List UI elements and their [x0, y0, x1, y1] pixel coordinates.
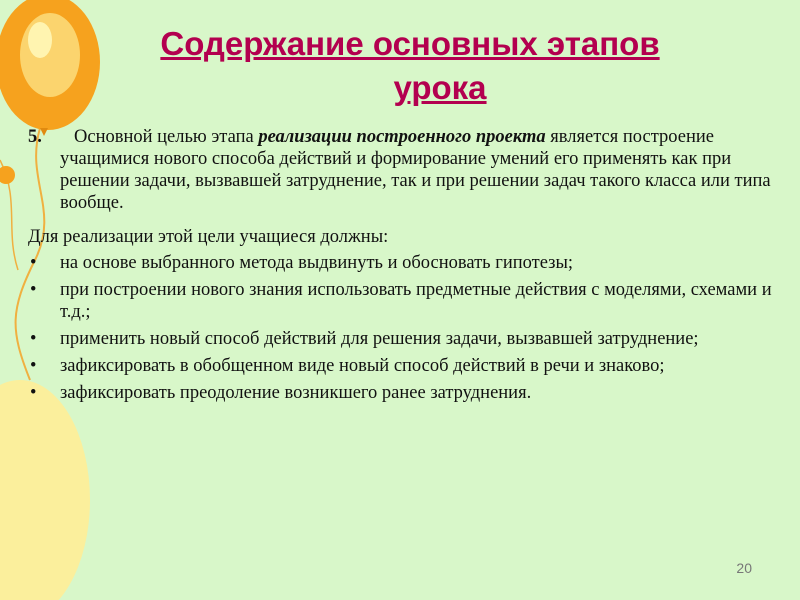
bullet-icon: •	[30, 253, 37, 273]
intro-paragraph: Для реализации этой цели учащиеся должны:	[28, 227, 389, 247]
item-rest-text: является построение учащимися нового способа действий и формирование умений его применять как при решении задачи, вызвавшей затруднение, так и при решении задач такого класса или типа вообще.	[60, 127, 771, 213]
list-item-text: применить новый способ действий для решения задачи, вызвавшей затруднение;	[60, 329, 699, 349]
small-orange-circle	[0, 166, 15, 184]
slide-content	[28, 126, 788, 409]
orange-balloon-highlight	[20, 13, 80, 97]
list-item-text: зафиксировать преодоление возникшего ранее затруднения.	[60, 383, 532, 403]
bullet-icon: •	[30, 280, 37, 300]
list-item-text: при построении нового знания использовать предметные действия с моделями, схемами и т.д.;	[60, 280, 772, 322]
numbered-item	[28, 126, 788, 214]
title-line-2: урока	[393, 69, 487, 106]
list-item-text: зафиксировать в обобщенном виде новый способ действий в речи и знаково;	[60, 356, 665, 376]
list-item-text: на основе выбранного метода выдвинуть и обосновать гипотезы;	[60, 253, 574, 273]
item-emphasis-text: реализации построенного проекта	[258, 127, 546, 147]
bullet-list	[28, 252, 788, 404]
slide-title	[90, 22, 730, 110]
bullet-icon: •	[30, 329, 37, 349]
item-number: 5.	[28, 127, 42, 147]
bullet-icon: •	[30, 356, 37, 376]
title-line-1: Содержание основных этапов	[160, 25, 660, 62]
list-item	[28, 382, 788, 404]
bullet-icon: •	[30, 383, 37, 403]
list-item	[28, 355, 788, 377]
item-lead-text: Основной целью этапа	[74, 127, 259, 147]
list-item	[28, 279, 788, 323]
yellow-balloon	[0, 380, 90, 600]
list-item	[28, 328, 788, 350]
page-number: 20	[736, 560, 752, 576]
list-item	[28, 252, 788, 274]
